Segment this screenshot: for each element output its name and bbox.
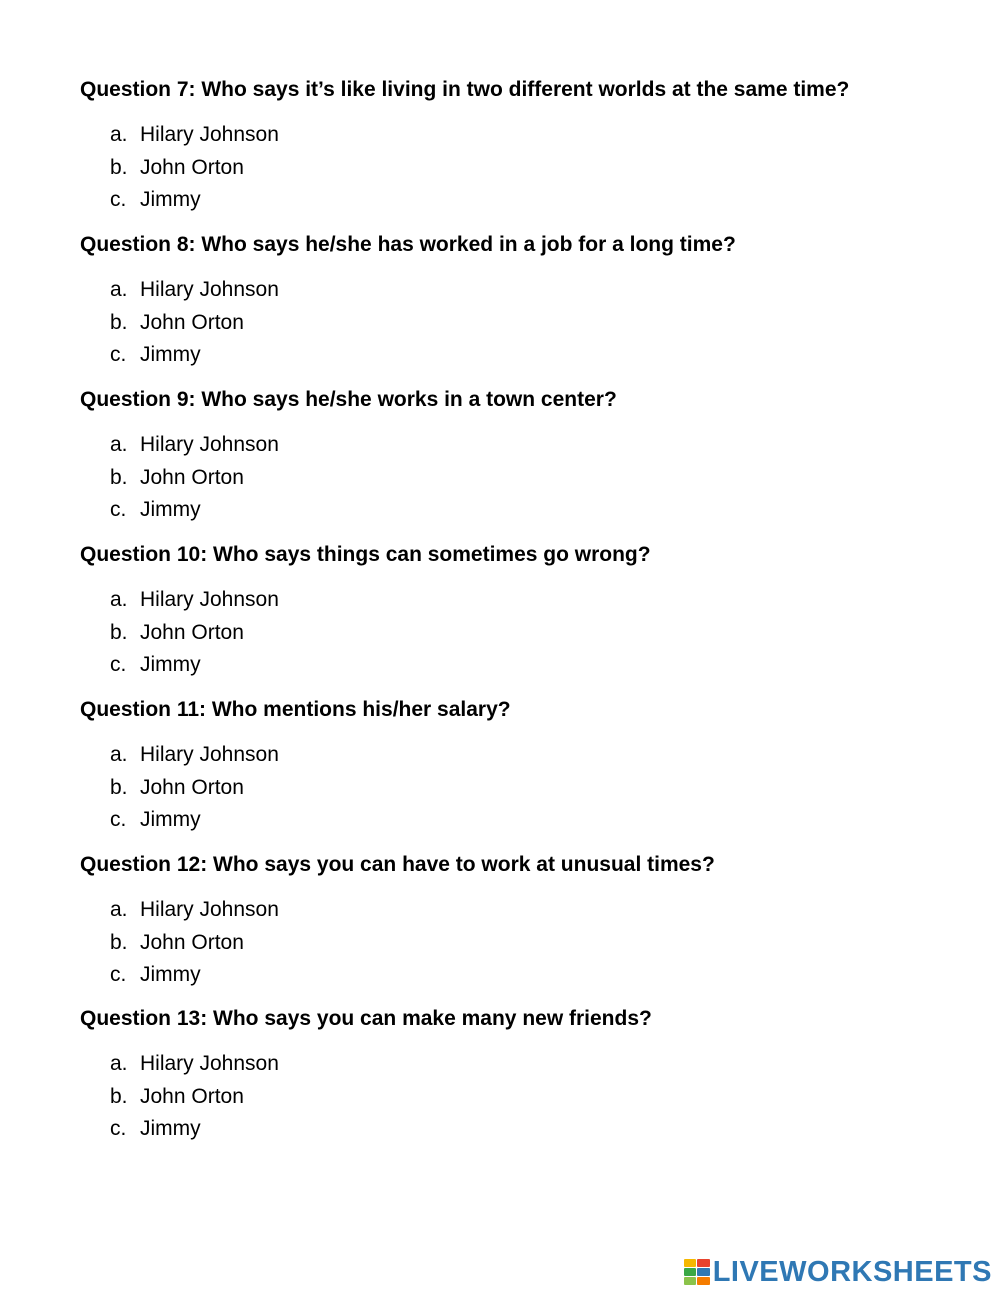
- option-text: Jimmy: [140, 963, 201, 986]
- option-letter: a.: [110, 123, 128, 146]
- option-letter: a.: [110, 743, 128, 766]
- option-b[interactable]: [80, 152, 960, 185]
- option-c[interactable]: [80, 339, 960, 372]
- option-text: John Orton: [140, 1084, 244, 1108]
- option-text: John Orton: [140, 775, 244, 799]
- liveworksheets-brand: [684, 1254, 992, 1290]
- option-text: John Orton: [140, 310, 244, 334]
- logo-cell: [684, 1268, 697, 1276]
- question-title: Question 9: Who says he/she works in a town center?: [80, 388, 617, 411]
- option-c[interactable]: [80, 1113, 960, 1146]
- option-letter: c.: [110, 498, 127, 521]
- option-c[interactable]: [80, 804, 960, 837]
- option-letter: b.: [110, 930, 128, 954]
- option-text: Jimmy: [140, 343, 201, 366]
- option-letter: b.: [110, 310, 128, 334]
- logo-cell: [697, 1268, 710, 1276]
- option-text: Hilary Johnson: [140, 898, 279, 921]
- option-a[interactable]: [80, 739, 960, 772]
- option-text: Hilary Johnson: [140, 278, 279, 301]
- option-a[interactable]: [80, 584, 960, 617]
- option-text: Hilary Johnson: [140, 588, 279, 611]
- answer-options: [80, 894, 960, 992]
- option-c[interactable]: [80, 959, 960, 992]
- option-letter: b.: [110, 775, 128, 799]
- option-text: Hilary Johnson: [140, 743, 279, 766]
- question-title: Question 10: Who says things can sometimes go wrong?: [80, 543, 651, 566]
- answer-options: [80, 429, 960, 527]
- option-text: John Orton: [140, 620, 244, 644]
- logo-cell: [697, 1277, 710, 1285]
- question-12: [80, 852, 960, 992]
- option-c[interactable]: [80, 184, 960, 217]
- question-8: [80, 232, 960, 372]
- option-text: John Orton: [140, 930, 244, 954]
- option-a[interactable]: [80, 119, 960, 152]
- option-letter: c.: [110, 188, 127, 211]
- option-text: Jimmy: [140, 498, 201, 521]
- question-title: Question 8: Who says he/she has worked in a job for a long time?: [80, 233, 736, 256]
- option-text: Jimmy: [140, 1117, 201, 1140]
- option-letter: a.: [110, 588, 128, 611]
- option-letter: c.: [110, 343, 127, 366]
- question-title: Question 13: Who says you can make many new friends?: [80, 1007, 652, 1030]
- option-letter: c.: [110, 1117, 127, 1140]
- option-text: John Orton: [140, 465, 244, 489]
- question-11: [80, 697, 960, 837]
- question-7: [80, 77, 960, 217]
- liveworksheets-logo-icon: [684, 1259, 710, 1285]
- answer-options: [80, 584, 960, 682]
- option-a[interactable]: [80, 274, 960, 307]
- question-title: Question 11: Who mentions his/her salary?: [80, 698, 511, 721]
- brand-wordmark: LIVEWORKSHEETS: [712, 1255, 992, 1288]
- answer-options: [80, 739, 960, 837]
- option-letter: c.: [110, 808, 127, 831]
- option-b[interactable]: [80, 1081, 960, 1114]
- option-text: Hilary Johnson: [140, 123, 279, 146]
- option-a[interactable]: [80, 894, 960, 927]
- option-b[interactable]: [80, 772, 960, 805]
- answer-options: [80, 1048, 960, 1146]
- option-letter: a.: [110, 898, 128, 921]
- option-a[interactable]: [80, 1048, 960, 1081]
- answer-options: [80, 274, 960, 372]
- option-letter: a.: [110, 278, 128, 301]
- question-9: [80, 387, 960, 527]
- option-text: John Orton: [140, 155, 244, 179]
- answer-options: [80, 119, 960, 217]
- option-text: Jimmy: [140, 653, 201, 676]
- option-letter: b.: [110, 155, 128, 179]
- question-title: Question 12: Who says you can have to work at unusual times?: [80, 853, 715, 876]
- question-13: [80, 1006, 960, 1146]
- option-b[interactable]: [80, 462, 960, 495]
- option-text: Jimmy: [140, 808, 201, 831]
- question-title: Question 7: Who says it’s like living in two different worlds at the same time?: [80, 78, 850, 101]
- option-letter: a.: [110, 1052, 128, 1075]
- option-text: Hilary Johnson: [140, 1052, 279, 1075]
- option-c[interactable]: [80, 494, 960, 527]
- option-letter: c.: [110, 653, 127, 676]
- option-a[interactable]: [80, 429, 960, 462]
- option-letter: a.: [110, 433, 128, 456]
- logo-cell: [684, 1277, 697, 1285]
- option-letter: b.: [110, 465, 128, 489]
- question-10: [80, 542, 960, 682]
- option-letter: b.: [110, 620, 128, 644]
- option-b[interactable]: [80, 617, 960, 650]
- logo-cell: [697, 1259, 710, 1267]
- option-letter: b.: [110, 1084, 128, 1108]
- option-text: Jimmy: [140, 188, 201, 211]
- option-c[interactable]: [80, 649, 960, 682]
- option-text: Hilary Johnson: [140, 433, 279, 456]
- option-b[interactable]: [80, 927, 960, 960]
- logo-cell: [684, 1259, 697, 1267]
- option-letter: c.: [110, 963, 127, 986]
- option-b[interactable]: [80, 307, 960, 340]
